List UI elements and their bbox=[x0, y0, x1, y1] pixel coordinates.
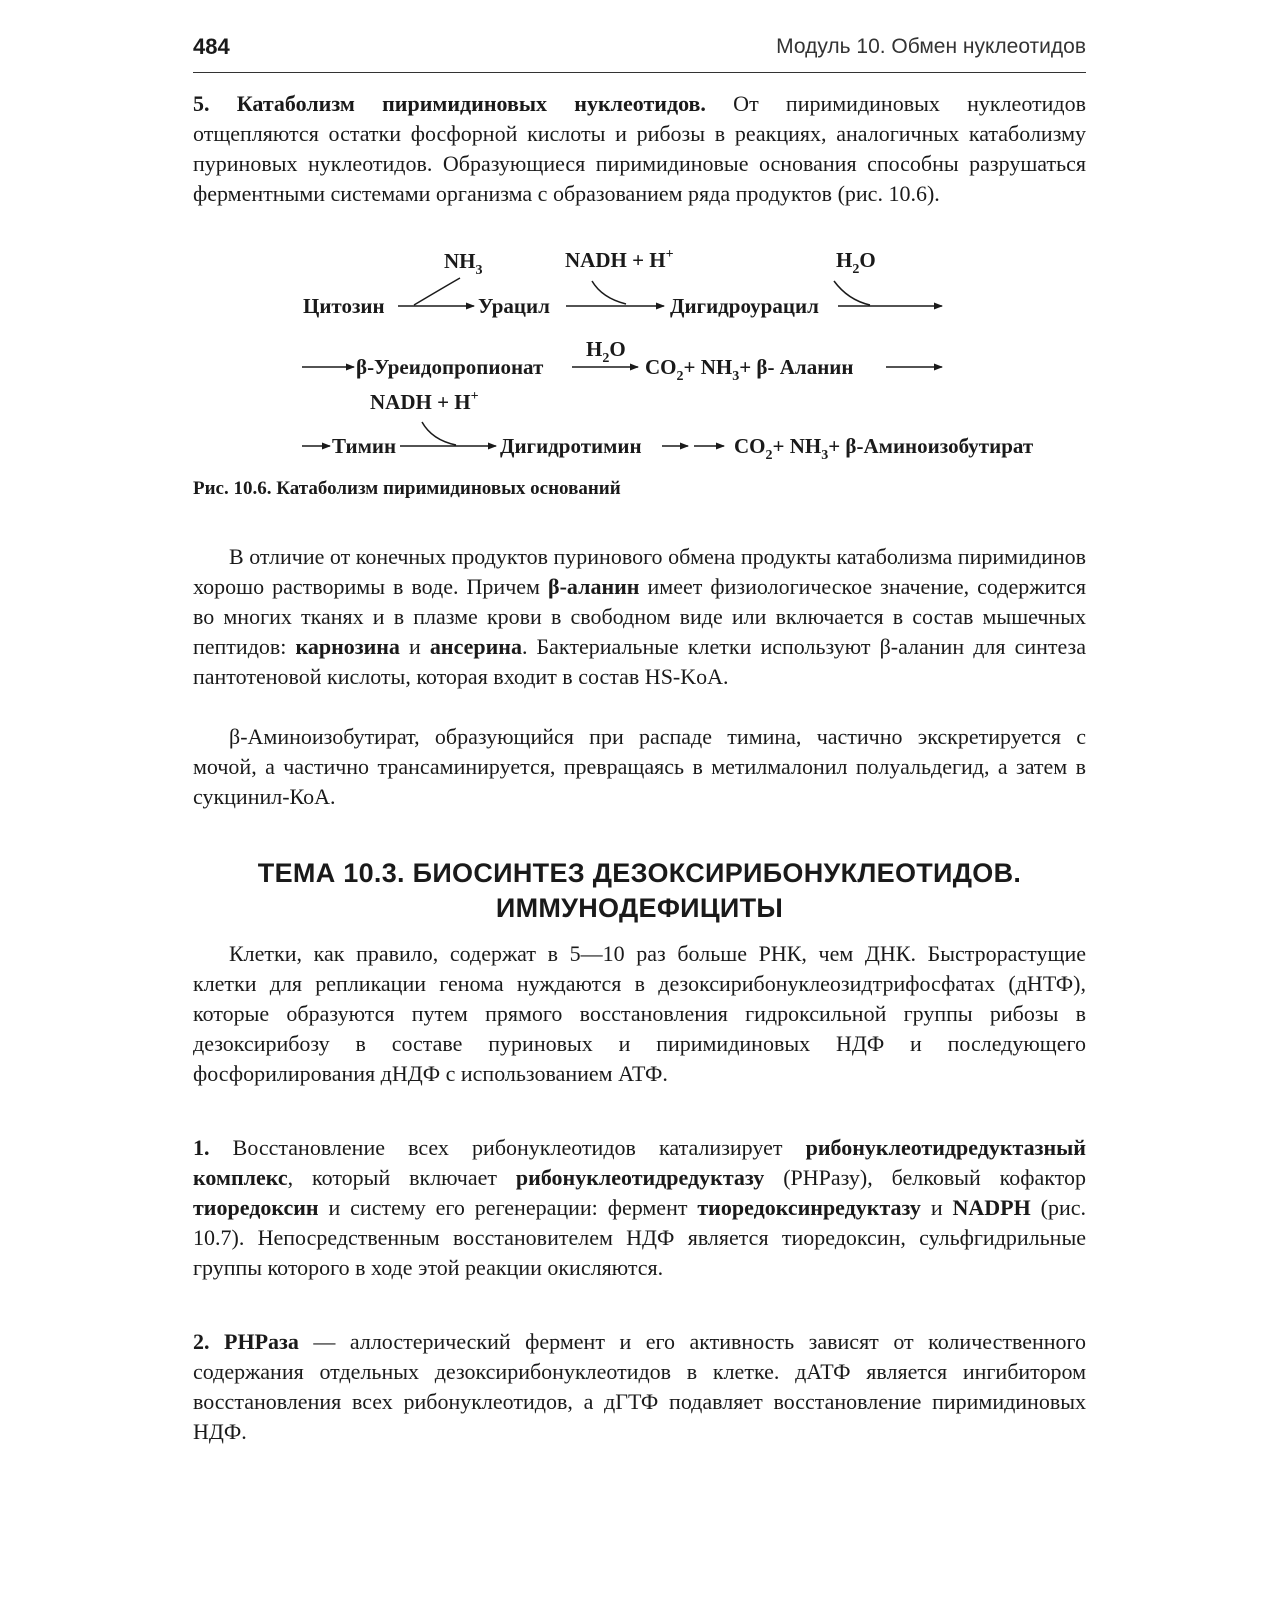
dihydrouracil-label: Дигидроурацил bbox=[670, 294, 819, 318]
products-aminoisobutyrate: $CO_2+ NH_3+$ β-Аминоизобутират bbox=[734, 434, 1034, 463]
paragraph-deoxyribonucleotides: Клетки, как правило, содержат в 5—10 раз больше РНК, чем ДНК. Быстрорастущие клетки для репликации генома нуждаются в дезоксирибонуклеозидтрифосфатах (дНТФ), которые образуются путем прямого восстановления гидроксильной группы рибозы в дезоксирибозу в составе пуриновых и пиримидиновых НДФ и последующего фосфорилирования дНДФ с использованием АТФ. bbox=[193, 941, 1086, 1086]
nh3-label: $NH_3$ bbox=[444, 249, 483, 278]
paragraph-aminoisobutyrate: β-Аминоизобутират, образующийся при распаде тимина, частично экскретируется с мочой, а частично трансаминируется, превращаясь в метилмалонил полуальдегид, а затем в сукцинил-КоА. bbox=[193, 724, 1086, 809]
paragraph-text: От пиримидиновых нуклеотидов отщепляются остатки фосфорной кислоты и рибозы в реакциях, аналогичных катаболизму пуриновых нуклеотидов. Образующиеся пиримидиновые основания способны разрушаться ферментными системами организма с образованием ряда продуктов (рис. 10.6). bbox=[193, 91, 1086, 206]
h2o-label-1: $H_2O$ bbox=[836, 248, 876, 277]
section-heading bbox=[193, 856, 1086, 926]
term-thioredoxin: тиоредоксин bbox=[193, 1195, 319, 1220]
paragraph-reduction-complex: 1. Восстановление всех рибонуклеотидов катализирует рибонуклеотидредуктазный комплекс, который включает рибонуклеотидредуктазу (РНРазу), белковый кофактор тиоредоксин и систему его регенерации: фермент тиоредоксинредуктазу и NADPH (рис. 10.7). Непосредственным восстановителем НДФ является тиоредоксин, сульфгидрильные группы которого в ходе этой реакции окисляются. bbox=[193, 1135, 1086, 1280]
arrow-branch-nadh-1 bbox=[592, 281, 626, 304]
term-thioredoxin-reductase: тиоредоксинредуктазу bbox=[697, 1195, 921, 1220]
arrow-branch-nh3 bbox=[414, 278, 460, 305]
thymine-label: Тимин bbox=[332, 434, 397, 458]
h2o-label-2: $H_2O$ bbox=[586, 337, 626, 366]
dihydrothymine-label: Дигидротимин bbox=[500, 434, 642, 458]
term-nadph: NADPH bbox=[952, 1195, 1031, 1220]
term-rnr-2: 2. РНРаза bbox=[193, 1329, 299, 1354]
term-rnr: рибонуклеотидредуктазу bbox=[515, 1165, 765, 1190]
arrow-branch-h2o-1 bbox=[834, 281, 870, 305]
running-title: Модуль 10. Обмен нуклеотидов bbox=[776, 35, 1086, 58]
products-alanine: $CO_2+ NH_3+ \beta-$ Аланин bbox=[645, 355, 854, 384]
section-heading-line-2: ИММУНОДЕФИЦИТЫ bbox=[495, 893, 784, 923]
page-header bbox=[193, 30, 1086, 73]
paragraph-lead: 5. Катаболизм пиримидиновых нуклеотидов. bbox=[193, 91, 706, 116]
term-rnr-complex: рибонуклеотидредуктазный комплекс bbox=[193, 1135, 1086, 1190]
cytosine-label: Цитозин bbox=[303, 294, 385, 318]
term-anserine: ансерина bbox=[429, 634, 522, 659]
nadh-label-2: NADH + H+ bbox=[370, 389, 479, 414]
nadh-label-1: NADH + H+ bbox=[565, 247, 674, 272]
arrow-branch-nadh-2 bbox=[422, 422, 456, 445]
ureidopropionate-label: β-Уреидопропионат bbox=[356, 355, 544, 379]
paragraph-solubility: В отличие от конечных продуктов пуринового обмена продукты катаболизма пиримидинов хорошо растворимы в воде. Причем β-аланин имеет физиологическое значение, содержится во многих тканях и в плазме крови в свободном виде или включается в состав мышечных пептидов: карнозина и ансерина. Бактериальные клетки используют β-аланин для синтеза пантотеновой кислоты, которая входит в состав HS-KoA. bbox=[193, 544, 1086, 689]
uracil-label: Урацил bbox=[478, 294, 550, 318]
paragraph-pyrimidine-catabolism bbox=[193, 89, 1086, 209]
paragraph-rnr-allosteric: 2. РНРаза — аллостерический фермент и его активность зависят от количественного содержания отдельных дезоксирибонуклеотидов в клетке. дАТФ является ингибитором восстановления всех рибонуклеотидов, а дГТФ подавляет восстановление пиримидиновых НДФ. bbox=[193, 1329, 1086, 1444]
page-number: 484 bbox=[193, 34, 230, 59]
section-heading-line-1: ТЕМА 10.3. БИОСИНТЕЗ ДЕЗОКСИРИБОНУКЛЕОТИДОВ. bbox=[257, 858, 1022, 888]
figure-caption: Рис. 10.6. Катаболизм пиримидиновых оснований bbox=[193, 478, 621, 499]
term-carnosine: карнозина bbox=[295, 634, 400, 659]
term-beta-alanine: β-аланин bbox=[548, 574, 640, 599]
